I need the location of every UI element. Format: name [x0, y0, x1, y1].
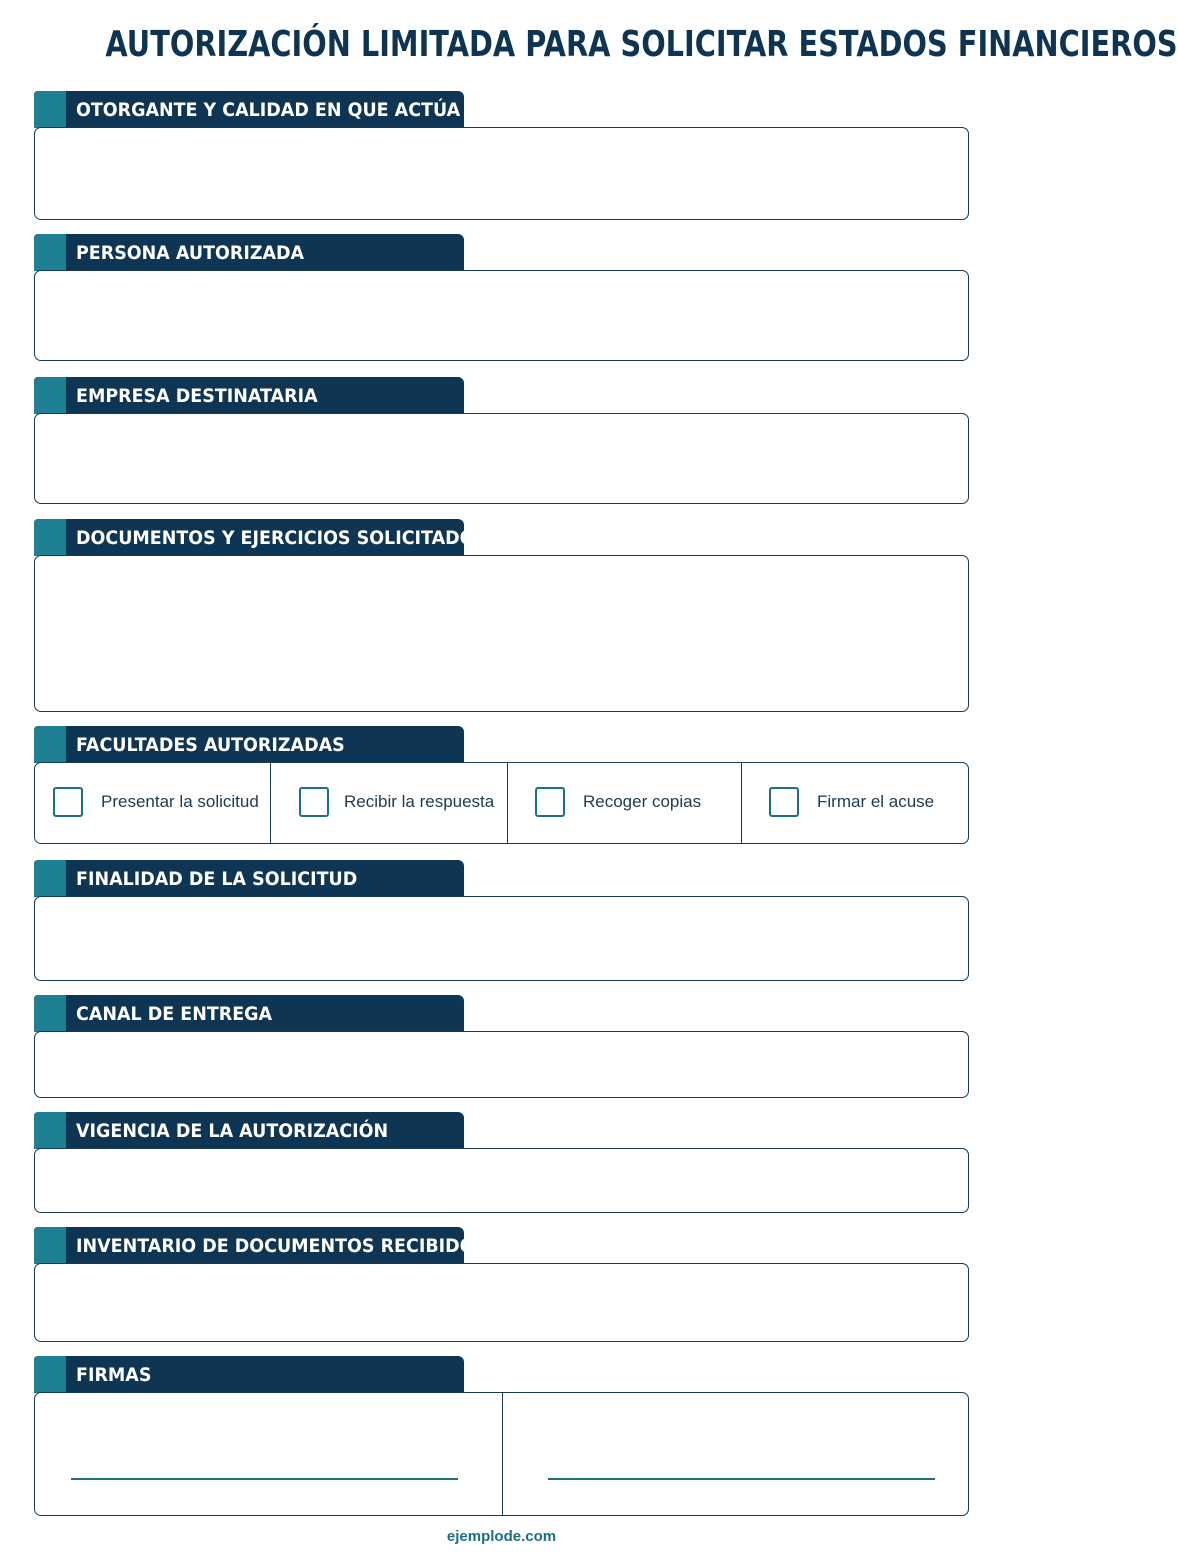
- checkbox[interactable]: [769, 787, 799, 817]
- section-header: [34, 234, 464, 271]
- header-accent: [34, 91, 66, 128]
- header-accent: [34, 860, 66, 897]
- header-accent: [34, 995, 66, 1032]
- page-title: AUTORIZACIÓN LIMITADA PARA SOLICITAR ESTADOS FINANCIEROS: [105, 24, 1178, 65]
- header-accent: [34, 377, 66, 414]
- checkbox[interactable]: [53, 787, 83, 817]
- section-title: INVENTARIO DE DOCUMENTOS RECIBIDOS: [76, 1235, 488, 1257]
- option-recoger-copias[interactable]: [508, 763, 742, 843]
- header-accent: [34, 1356, 66, 1393]
- section-title: DOCUMENTOS Y EJERCICIOS SOLICITADOS: [76, 527, 488, 549]
- section-header: [34, 91, 464, 128]
- signature-divider: [502, 1393, 503, 1515]
- header-accent: [34, 234, 66, 271]
- firmas-area: [34, 1392, 969, 1516]
- signature-line-left[interactable]: [71, 1478, 458, 1480]
- signature-line-right[interactable]: [548, 1478, 935, 1480]
- persona-autorizada-field[interactable]: [34, 270, 969, 361]
- option-recibir-respuesta[interactable]: [271, 763, 508, 843]
- section-title: FIRMAS: [76, 1364, 152, 1386]
- section-title: PERSONA AUTORIZADA: [76, 242, 305, 264]
- documentos-field[interactable]: [34, 555, 969, 712]
- option-presentar-solicitud[interactable]: [35, 763, 271, 843]
- checkbox-label: Recibir la respuesta: [344, 792, 495, 811]
- section-title: CANAL DE ENTREGA: [76, 1003, 273, 1025]
- section-header: [34, 860, 464, 897]
- section-title: FACULTADES AUTORIZADAS: [76, 734, 345, 756]
- checkbox-label: Presentar la solicitud: [101, 792, 259, 811]
- option-firmar-acuse[interactable]: [742, 763, 968, 843]
- empresa-destinataria-field[interactable]: [34, 413, 969, 504]
- checkbox[interactable]: [299, 787, 329, 817]
- header-accent: [34, 519, 66, 556]
- section-header: [34, 1112, 464, 1149]
- section-title: EMPRESA DESTINATARIA: [76, 385, 318, 407]
- section-title: OTORGANTE Y CALIDAD EN QUE ACTÚA: [76, 99, 461, 121]
- checkbox-label: Firmar el acuse: [817, 792, 935, 811]
- section-header: [34, 1356, 464, 1393]
- section-header: [34, 1227, 488, 1264]
- finalidad-field[interactable]: [34, 896, 969, 981]
- inventario-field[interactable]: [34, 1263, 969, 1342]
- section-header: [34, 519, 488, 556]
- section-header: [34, 377, 464, 414]
- section-title: FINALIDAD DE LA SOLICITUD: [76, 868, 358, 890]
- section-header: [34, 995, 464, 1032]
- section-header: [34, 726, 464, 763]
- otorgante-field[interactable]: [34, 127, 969, 220]
- header-accent: [34, 1227, 66, 1264]
- canal-entrega-field[interactable]: [34, 1031, 969, 1098]
- checkbox-label: Recoger copias: [583, 792, 702, 811]
- header-accent: [34, 1112, 66, 1149]
- section-title: VIGENCIA DE LA AUTORIZACIÓN: [76, 1120, 389, 1142]
- footer-site: ejemplode.com: [446, 1528, 557, 1545]
- vigencia-field[interactable]: [34, 1148, 969, 1213]
- checkbox[interactable]: [535, 787, 565, 817]
- header-accent: [34, 726, 66, 763]
- facultades-options: [34, 762, 969, 844]
